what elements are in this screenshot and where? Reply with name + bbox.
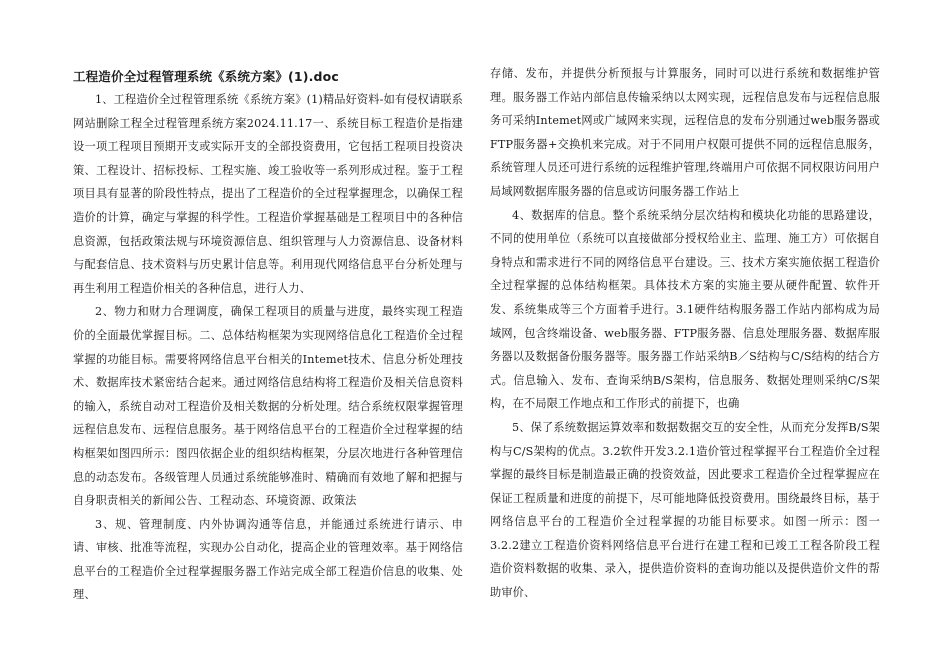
paragraph-2: 2、物力和财力合理调度，确保工程项目的质量与进度，最终实现工程造价的全面最优掌握目标。二、总体结构框架为实现网络信息化工程造价全过程掌握的功能目标。需要将网络信息平台相关的Intemet技术、信息分析处理技术、数据库技术紧密结合起来。通过网络信息结构将工程造价及相关信息资料的输入，系统自动对工程造价及相关数据的分析处理。结合系统权限掌握管理远程信息发布、远程信息服务。基于网络信息平台的工程造价全过程掌握的结构框架如图四所示：图四依据企业的组织结构框架，分层次地进行各种管理信息的动态发布。各级管理人员通过系统能够准时、精确而有效地了解和把握与自身职责相关的新闻公告、工程动态、环境资源、政策法 bbox=[73, 305, 463, 508]
paragraph-5: 5、保了系统数据运算效率和数据数据交互的安全性，从而充分发挥B/S架构与C/S架构的优点。3.2软件开发3.2.1造价管过程掌握平台工程造价全过程掌握的最终目标是制造最正确的投资效益，因此要求工程造价全过程掌握应在保证工程质量和进度的前提下，尽可能地降低投资费用。围绕最终目标，基于网络信息平台的工程造价全过程掌握的功能目标要求。如图一所示：图一3.2.2建立工程造价资料网络信息平台进行在建工程和已竣工工程各阶段工程造价资料数据的收集、录入，提供造价资料的查询功能以及提供造价文件的帮助审价、 bbox=[490, 420, 880, 600]
right-column bbox=[490, 62, 880, 605]
left-column bbox=[73, 62, 463, 607]
paragraph-1: 1、工程造价全过程管理系统《系统方案》(1)精品好资料-如有侵权请联系网站删除工程全过程管理系统方案2024.11.17一、系统目标工程造价是指建设一项工程项目预期开支或实际开支的全部投资费用，它包括工程项目投资决策、工程设计、招标投标、工程实施、竣工验收等一系列形成过程。鉴于工程项目具有显著的阶段性特点，提出了工程造价的全过程掌握理念，以确保工程造价的计算，确定与掌握的科学性。工程造价掌握基础是工程项目中的各种信息资源，包括政策法规与环境资源信息、组织管理与人力资源信息、设备材料与配套信息、技术资料与历史累计信息等。利用现代网络信息平台分析处理与再生利用工程造价相关的各种信息，进行人力、 bbox=[73, 93, 463, 295]
paragraph-3: 3、规、管理制度、内外协调沟通等信息，并能通过系统进行请示、申请、审核、批准等流程，实现办公自动化，提高企业的管理效率。基于网络信息平台的工程造价全过程掌握服务器工作站完成全部工程造价信息的收集、处理、 bbox=[73, 517, 463, 602]
paragraph-4: 4、数据库的信息。整个系统采纳分层次结构和模块化功能的思路建设，不同的使用单位（系统可以直接做部分授权给业主、监理、施工方）可依据自身特点和需求进行不同的网络信息平台建设。三、技术方案实施依据工程造价全过程掌握的总体结构框架。具体技术方案的实施主要从硬件配置、软件开发、系统集成等三个方面着手进行。3.1硬件结构服务器工作站内部构成为局域网，包含终端设备、web服务器、FTP服务器、信息处理服务器、数据库服务器以及数据备份服务器等。服务器工作站采纳B／S结构与C/S结构的结合方式。信息输入、发布、查询采纳B/S架构，信息服务、数据处理则采纳C/S架构，在不局限工作地点和工作形式的前提下，也确 bbox=[490, 208, 880, 411]
document-title: 工程造价全过程管理系统《系统方案》(1).doc bbox=[73, 69, 339, 84]
paragraph-3-continued: 存储、发布，并提供分析预报与计算服务，同时可以进行系统和数据维护管理。服务器工作站内部信息传输采纳以太网实现，远程信息发布与远程信息服务可采纳Intemet网或广域网来实现，远程信息的发布分别通过web服务器或FTP服务器+交换机来完成。对于不同用户权限可提供不同的远程信息服务，系统管理人员还可进行系统的远程维护管理,终端用户可依据不同权限访问用户局域网数据库服务器的信息或访问服务器工作站上 bbox=[490, 67, 880, 198]
